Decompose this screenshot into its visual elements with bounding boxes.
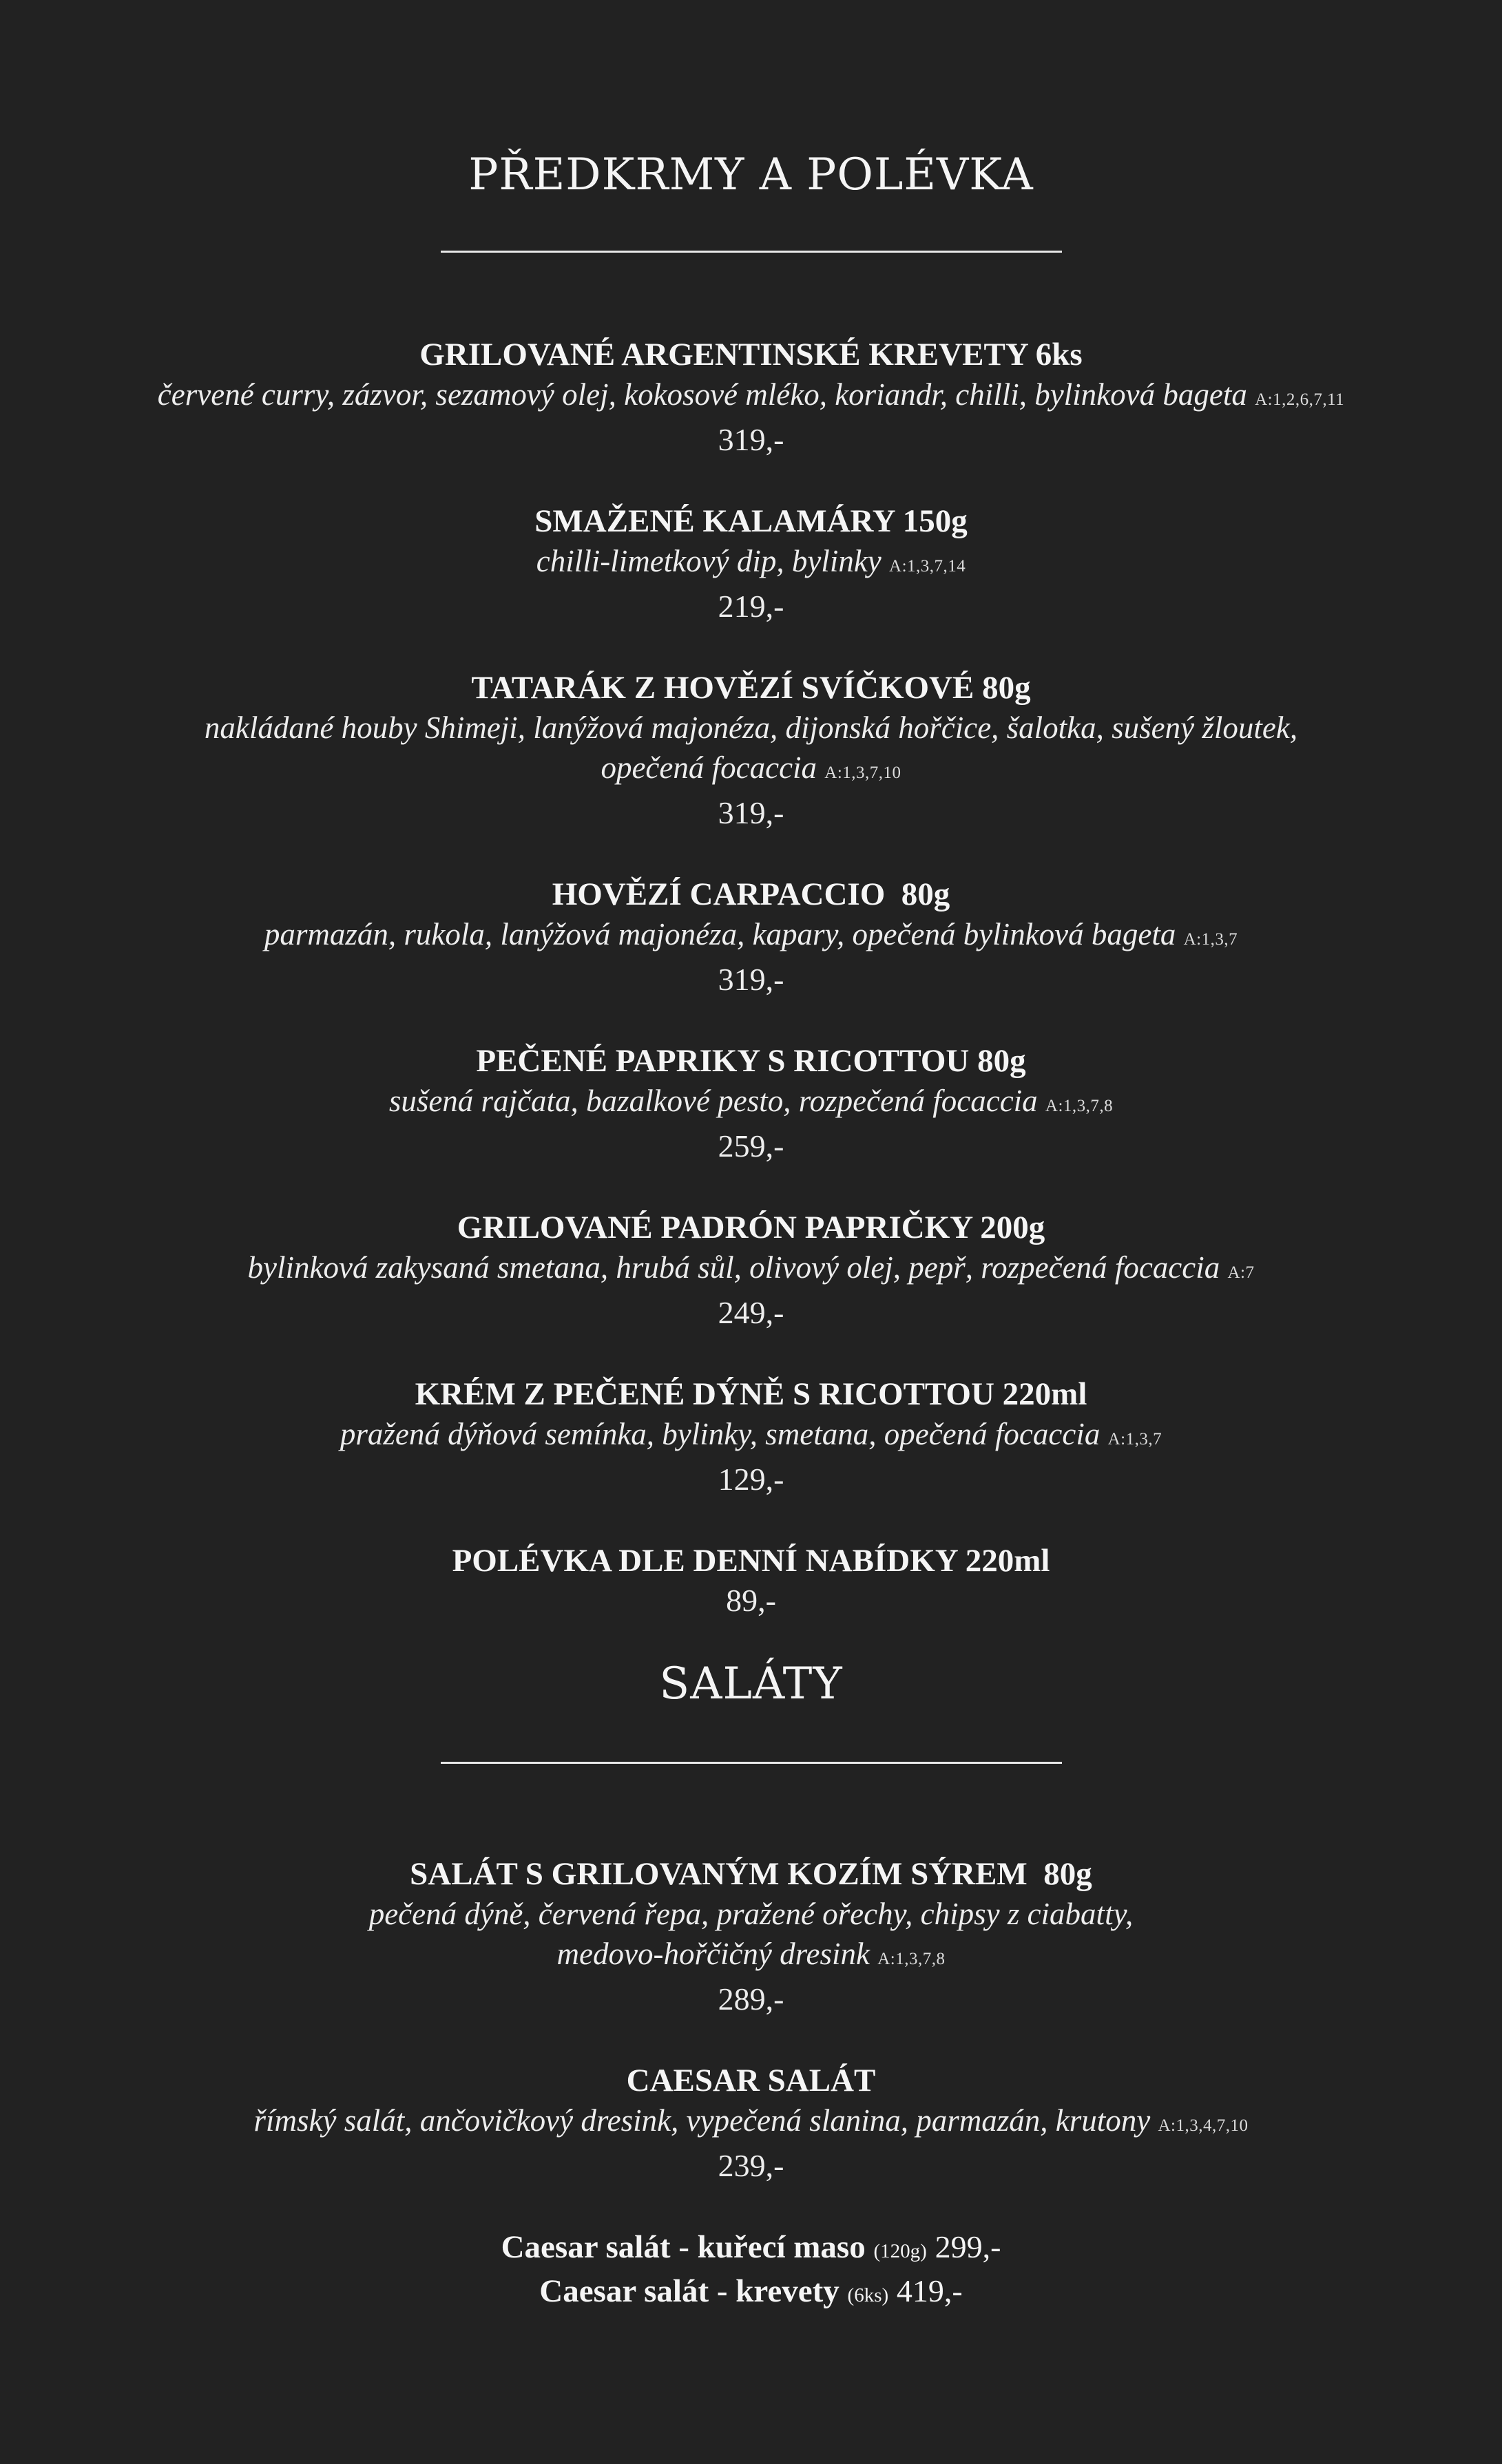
menu-item: [0, 874, 1502, 1000]
section-divider: [441, 1762, 1062, 1764]
item-allergens: A:1,3,7,8: [877, 1950, 946, 1968]
item-description-line: parmazán, rukola, lanýžová majonéza, kapary, opečená bylinková bageta: [264, 917, 1176, 951]
item-price: 289,-: [718, 1981, 784, 2017]
item-description: [0, 1414, 1502, 1460]
item-price: 319,-: [718, 962, 784, 997]
item-allergens: A:7: [1227, 1263, 1255, 1282]
item-description-line: chilli-limetkový dip, bylinky: [536, 544, 882, 578]
item-name: GRILOVANÉ PADRÓN PAPRIČKY 200g: [457, 1210, 1045, 1245]
section-divider: [441, 251, 1062, 253]
item-allergens: A:1,3,7,10: [824, 764, 901, 782]
item-description-line: pečená dýně, červená řepa, pražené ořechy, chipsy z ciabatty,: [368, 1897, 1134, 1931]
section-predkrmy-items: [0, 335, 1502, 1621]
item-description-line: nakládané houby Shimeji, lanýžová majonéza, dijonská hořčice, šalotka, sušený žloutek,: [204, 710, 1298, 745]
menu-item: [0, 1541, 1502, 1621]
item-price: 89,-: [726, 1583, 776, 1618]
item-description-line: medovo-hořčičný dresink: [556, 1937, 870, 1971]
item-description: [0, 748, 1502, 793]
item-allergens: A:1,3,7: [1183, 930, 1238, 949]
item-name: HOVĚZÍ CARPACCIO 80g: [552, 876, 950, 912]
variant-price: 419,-: [896, 2273, 963, 2308]
item-description: [0, 1934, 1502, 1979]
item-name: SMAŽENÉ KALAMÁRY 150g: [534, 503, 968, 539]
menu-item: [0, 1854, 1502, 2019]
menu-item: [0, 1374, 1502, 1499]
item-name: POLÉVKA DLE DENNÍ NABÍDKY 220ml: [452, 1543, 1050, 1579]
caesar-variant: [0, 2271, 1502, 2315]
section-title: PŘEDKRMY A POLÉVKA: [468, 149, 1034, 200]
item-price: 219,-: [718, 589, 784, 624]
item-price: 319,-: [718, 422, 784, 457]
item-description: [0, 1247, 1502, 1293]
item-description-line: římský salát, ančovičkový dresink, vypečená slanina, parmazán, krutony: [253, 2103, 1151, 2138]
item-description: [0, 2100, 1502, 2146]
section-predkrmy: [0, 149, 1502, 200]
item-price: 259,-: [718, 1128, 784, 1163]
item-price: 129,-: [718, 1462, 784, 1497]
item-price: 319,-: [718, 795, 784, 830]
variant-quantity: (6ks): [847, 2284, 889, 2306]
menu-item: [0, 1041, 1502, 1166]
menu-item: [0, 501, 1502, 626]
item-description: [0, 914, 1502, 960]
item-price: 249,-: [718, 1295, 784, 1330]
variant-price: 299,-: [935, 2229, 1001, 2264]
item-description: [0, 708, 1502, 748]
item-description-line: červené curry, zázvor, sezamový olej, kokosové mléko, koriandr, chilli, bylinková bageta: [157, 377, 1247, 412]
item-name: KRÉM Z PEČENÉ DÝNĚ S RICOTTOU 220ml: [415, 1376, 1087, 1412]
item-name: PEČENÉ PAPRIKY S RICOTTOU 80g: [476, 1043, 1026, 1079]
section-title: SALÁTY: [659, 1659, 843, 1709]
item-description: [0, 375, 1502, 420]
menu-item: [0, 668, 1502, 833]
item-allergens: A:1,3,7,8: [1045, 1097, 1114, 1115]
variant-name: Caesar salát - krevety: [539, 2273, 839, 2309]
item-description-line: sušená rajčata, bazalkové pesto, rozpečená focaccia: [388, 1084, 1038, 1118]
item-allergens: A:1,3,7,14: [889, 557, 966, 576]
item-name: GRILOVANÉ ARGENTINSKÉ KREVETY 6ks: [419, 337, 1083, 372]
item-name: SALÁT S GRILOVANÝM KOZÍM SÝREM 80g: [410, 1856, 1092, 1892]
item-price: 239,-: [718, 2148, 784, 2183]
variant-quantity: (120g): [873, 2240, 927, 2262]
item-allergens: A:1,3,4,7,10: [1158, 2116, 1249, 2135]
menu-item: [0, 1208, 1502, 1333]
item-allergens: A:1,2,6,7,11: [1255, 390, 1345, 409]
item-description-line: opečená focaccia: [601, 750, 817, 785]
item-allergens: A:1,3,7: [1107, 1430, 1162, 1449]
item-name: CAESAR SALÁT: [626, 2063, 876, 2098]
item-description: [0, 1894, 1502, 1934]
section-salaty: [0, 1659, 1502, 1709]
caesar-variant: [0, 2227, 1502, 2271]
menu-item: [0, 335, 1502, 460]
item-description: [0, 1081, 1502, 1126]
item-description-line: pražená dýňová semínka, bylinky, smetana, opečená focaccia: [340, 1417, 1108, 1451]
item-name: TATARÁK Z HOVĚZÍ SVÍČKOVÉ 80g: [471, 670, 1031, 706]
menu-item: [0, 2061, 1502, 2186]
variant-name: Caesar salát - kuřecí maso: [501, 2229, 866, 2265]
section-salaty-items: [0, 1854, 1502, 2315]
item-description-line: bylinková zakysaná smetana, hrubá sůl, olivový olej, pepř, rozpečená focaccia: [247, 1250, 1220, 1285]
item-description: [0, 541, 1502, 587]
